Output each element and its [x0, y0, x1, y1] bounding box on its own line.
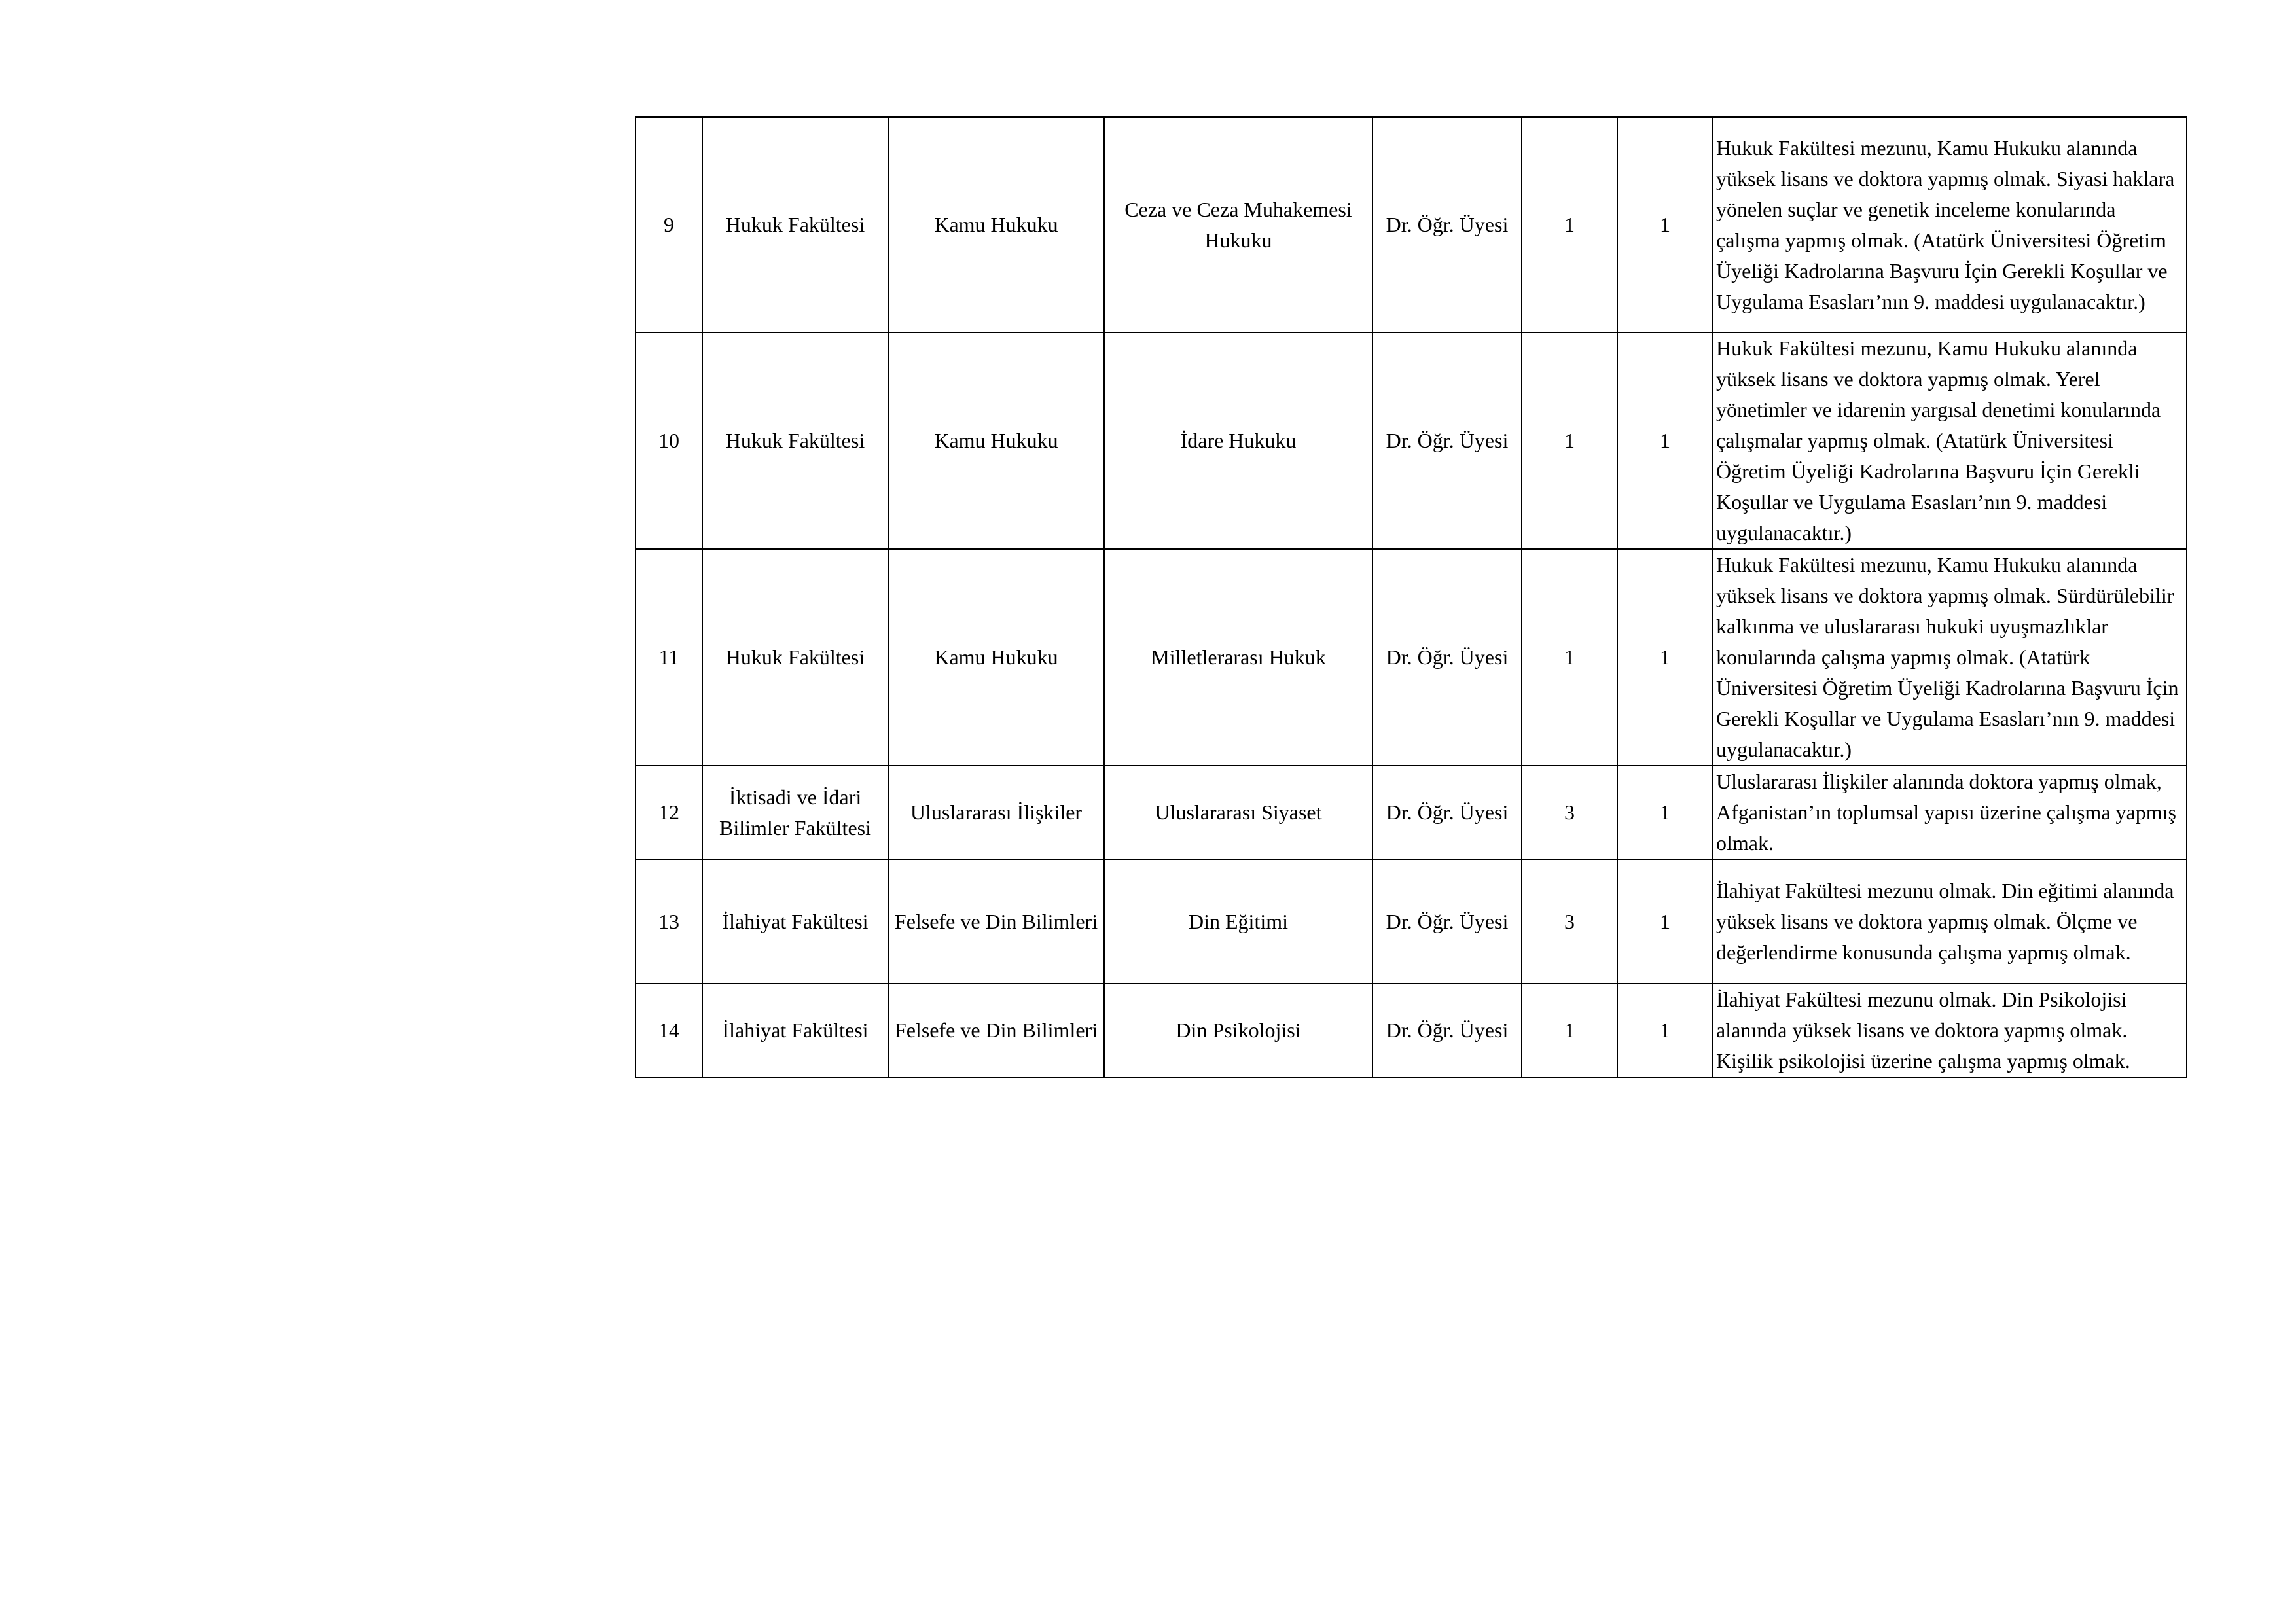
degree-cell: 1: [1522, 984, 1617, 1077]
title-cell: Dr. Öğr. Üyesi: [1372, 332, 1522, 549]
specialty-cell: Uluslararası Siyaset: [1104, 766, 1372, 859]
table-row: [636, 332, 2187, 549]
requirements-cell: Hukuk Fakültesi mezunu, Kamu Hukuku alanında yüksek lisans ve doktora yapmış olmak. Sürdürülebilir kalkınma ve uluslararası hukuki uyuşmazlıklar konularında çalışma yapmış olmak. (Atatürk Üniversitesi Öğretim Üyeliği Kadrolarına Başvuru İçin Gerekli Koşullar ve Uygulama Esasları’nın 9. maddesi uygulanacaktır.): [1713, 549, 2187, 766]
degree-cell: 3: [1522, 766, 1617, 859]
count-cell: 1: [1617, 766, 1713, 859]
faculty-cell: İktisadi ve İdari Bilimler Fakültesi: [702, 766, 888, 859]
table-row: [636, 549, 2187, 766]
title-cell: Dr. Öğr. Üyesi: [1372, 859, 1522, 984]
faculty-positions-table: [635, 116, 2187, 1078]
title-cell: Dr. Öğr. Üyesi: [1372, 984, 1522, 1077]
specialty-cell: Din Psikolojisi: [1104, 984, 1372, 1077]
table-row: [636, 117, 2187, 332]
degree-cell: 1: [1522, 332, 1617, 549]
requirements-cell: Uluslararası İlişkiler alanında doktora yapmış olmak, Afganistan’ın toplumsal yapısı üzerine çalışma yapmış olmak.: [1713, 766, 2187, 859]
specialty-cell: Ceza ve Ceza Muhakemesi Hukuku: [1104, 117, 1372, 332]
department-cell: Felsefe ve Din Bilimleri: [888, 859, 1104, 984]
faculty-cell: Hukuk Fakültesi: [702, 549, 888, 766]
title-cell: Dr. Öğr. Üyesi: [1372, 766, 1522, 859]
faculty-cell: Hukuk Fakültesi: [702, 117, 888, 332]
row-number-cell: 13: [636, 859, 702, 984]
table-row: [636, 984, 2187, 1077]
department-cell: Uluslararası İlişkiler: [888, 766, 1104, 859]
faculty-cell: İlahiyat Fakültesi: [702, 984, 888, 1077]
row-number-cell: 9: [636, 117, 702, 332]
faculty-cell: Hukuk Fakültesi: [702, 332, 888, 549]
count-cell: 1: [1617, 117, 1713, 332]
table-row: [636, 766, 2187, 859]
row-number-cell: 14: [636, 984, 702, 1077]
row-number-cell: 11: [636, 549, 702, 766]
requirements-cell: Hukuk Fakültesi mezunu, Kamu Hukuku alanında yüksek lisans ve doktora yapmış olmak. Siyasi haklara yönelen suçlar ve genetik inceleme konularında çalışma yapmış olmak. (Atatürk Üniversitesi Öğretim Üyeliği Kadrolarına Başvuru İçin Gerekli Koşullar ve Uygulama Esasları’nın 9. maddesi uygulanacaktır.): [1713, 117, 2187, 332]
title-cell: Dr. Öğr. Üyesi: [1372, 549, 1522, 766]
row-number-cell: 10: [636, 332, 702, 549]
specialty-cell: İdare Hukuku: [1104, 332, 1372, 549]
degree-cell: 1: [1522, 549, 1617, 766]
count-cell: 1: [1617, 549, 1713, 766]
specialty-cell: Din Eğitimi: [1104, 859, 1372, 984]
specialty-cell: Milletlerarası Hukuk: [1104, 549, 1372, 766]
count-cell: 1: [1617, 984, 1713, 1077]
faculty-cell: İlahiyat Fakültesi: [702, 859, 888, 984]
table-row: [636, 859, 2187, 984]
requirements-cell: Hukuk Fakültesi mezunu, Kamu Hukuku alanında yüksek lisans ve doktora yapmış olmak. Yerel yönetimler ve idarenin yargısal denetimi konularında çalışmalar yapmış olmak. (Atatürk Üniversitesi Öğretim Üyeliği Kadrolarına Başvuru İçin Gerekli Koşullar ve Uygulama Esasları’nın 9. maddesi uygulanacaktır.): [1713, 332, 2187, 549]
department-cell: Kamu Hukuku: [888, 117, 1104, 332]
department-cell: Felsefe ve Din Bilimleri: [888, 984, 1104, 1077]
degree-cell: 1: [1522, 117, 1617, 332]
row-number-cell: 12: [636, 766, 702, 859]
requirements-cell: İlahiyat Fakültesi mezunu olmak. Din Psikolojisi alanında yüksek lisans ve doktora yapmış olmak. Kişilik psikolojisi üzerine çalışma yapmış olmak.: [1713, 984, 2187, 1077]
degree-cell: 3: [1522, 859, 1617, 984]
title-cell: Dr. Öğr. Üyesi: [1372, 117, 1522, 332]
count-cell: 1: [1617, 859, 1713, 984]
requirements-cell: İlahiyat Fakültesi mezunu olmak. Din eğitimi alanında yüksek lisans ve doktora yapmış olmak. Ölçme ve değerlendirme konusunda çalışma yapmış olmak.: [1713, 859, 2187, 984]
department-cell: Kamu Hukuku: [888, 332, 1104, 549]
count-cell: 1: [1617, 332, 1713, 549]
department-cell: Kamu Hukuku: [888, 549, 1104, 766]
